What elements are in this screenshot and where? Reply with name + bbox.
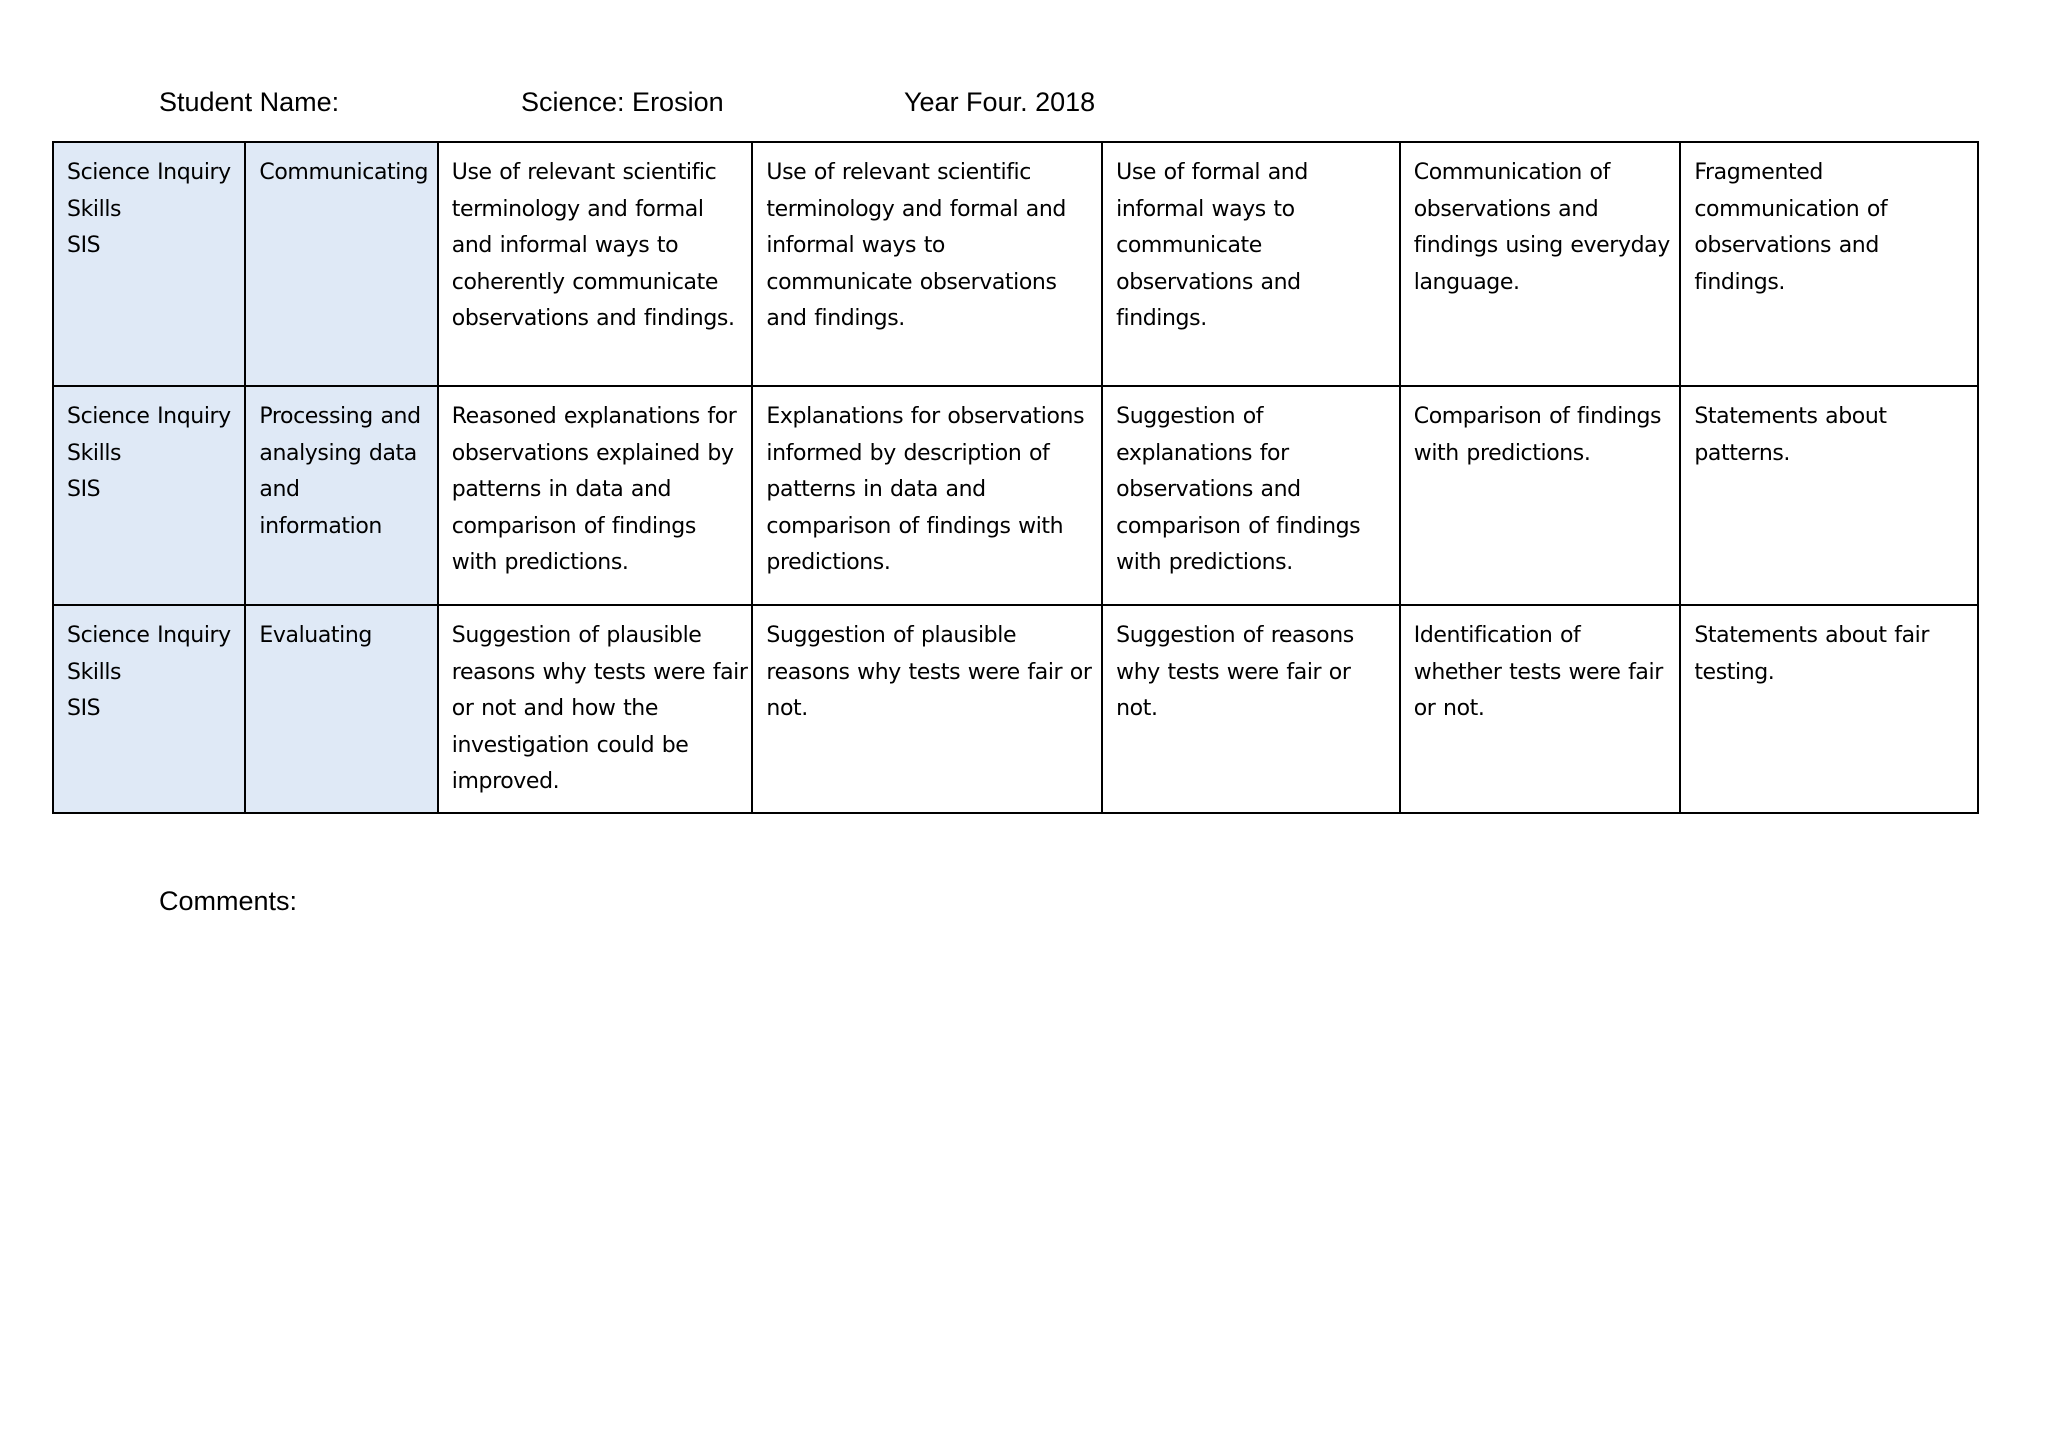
level-cell: Communication of observations and findings using everyday language.: [1400, 142, 1681, 386]
level-cell: Comparison of findings with predictions.: [1400, 386, 1681, 605]
student-name-label: Student Name:: [159, 87, 340, 117]
table-row: [53, 605, 1978, 813]
comments-label: Comments:: [159, 886, 298, 916]
skill-cell: Evaluating: [245, 605, 437, 813]
level-cell: Suggestion of plausible reasons why tests were fair or not and how the investigation could be improved.: [438, 605, 753, 813]
table-row: [53, 142, 1978, 386]
level-cell: Statements about fair testing.: [1680, 605, 1978, 813]
level-cell: Reasoned explanations for observations explained by patterns in data and comparison of findings with predictions.: [438, 386, 753, 605]
level-cell: Suggestion of reasons why tests were fair or not.: [1102, 605, 1400, 813]
year-label: Year Four. 2018: [904, 87, 1096, 117]
table-row: [53, 386, 1978, 605]
rubric-table: [52, 141, 1979, 814]
strand-cell: Science Inquiry Skills SIS: [53, 142, 245, 386]
level-cell: Statements about patterns.: [1680, 386, 1978, 605]
level-cell: Use of formal and informal ways to communicate observations and findings.: [1102, 142, 1400, 386]
subject-title: Science: Erosion: [521, 87, 724, 117]
level-cell: Identification of whether tests were fair or not.: [1400, 605, 1681, 813]
skill-cell: Processing and analysing data and information: [245, 386, 437, 605]
strand-cell: Science Inquiry Skills SIS: [53, 386, 245, 605]
level-cell: Fragmented communication of observations and findings.: [1680, 142, 1978, 386]
level-cell: Suggestion of explanations for observations and comparison of findings with predictions.: [1102, 386, 1400, 605]
level-cell: Suggestion of plausible reasons why tests were fair or not.: [752, 605, 1102, 813]
document-header: [0, 84, 2048, 120]
level-cell: Use of relevant scientific terminology and formal and informal ways to coherently communicate observations and findings.: [438, 142, 753, 386]
strand-cell: Science Inquiry Skills SIS: [53, 605, 245, 813]
level-cell: Explanations for observations informed by description of patterns in data and comparison of findings with predictions.: [752, 386, 1102, 605]
skill-cell: Communicating: [245, 142, 437, 386]
level-cell: Use of relevant scientific terminology and formal and informal ways to communicate observations and findings.: [752, 142, 1102, 386]
